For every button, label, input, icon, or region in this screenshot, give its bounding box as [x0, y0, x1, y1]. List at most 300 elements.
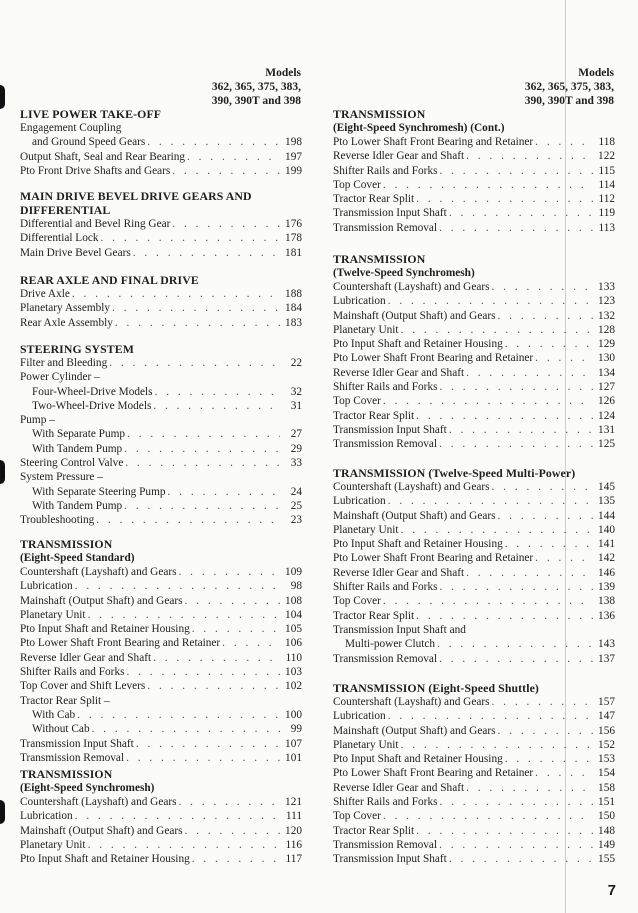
- toc-entry-page: 145: [598, 481, 615, 493]
- toc-entry-label: Tractor Rear Split: [333, 409, 415, 422]
- dot-leader: [94, 513, 280, 527]
- toc-entry-label: Reverse Idler Gear and Shaft: [333, 781, 465, 794]
- toc-entry[interactable]: [333, 537, 615, 551]
- dot-leader: [399, 323, 593, 337]
- toc-entry[interactable]: [20, 708, 302, 722]
- toc-entry-label: Lubrication: [333, 295, 386, 308]
- toc-entry-page: 118: [598, 136, 615, 148]
- dot-leader: [170, 164, 280, 178]
- toc-entry-label: Main Drive Bevel Gears: [20, 246, 131, 259]
- toc-entry-page: 148: [598, 824, 615, 837]
- toc-entry-label: Mainshaft (Output Shaft) and Gears: [20, 824, 183, 837]
- toc-entry[interactable]: [333, 523, 615, 537]
- toc-entry-label: Pto Lower Shaft Front Bearing and Retainer: [333, 767, 534, 780]
- section-heading: REAR AXLE AND FINAL DRIVE: [20, 273, 199, 287]
- toc-entry-page: 124: [598, 409, 615, 422]
- dot-leader: [125, 427, 280, 441]
- toc-entry-label: Lubrication: [333, 710, 386, 723]
- toc-entry[interactable]: [333, 394, 615, 408]
- toc-entry-page: 22: [290, 357, 302, 369]
- toc-entry[interactable]: [20, 679, 302, 693]
- toc-entry-label: Top Cover: [333, 178, 381, 191]
- dot-leader: [464, 566, 593, 580]
- toc-entry-page: 142: [598, 552, 615, 565]
- dot-leader: [73, 809, 280, 823]
- toc-entry[interactable]: [20, 622, 302, 636]
- toc-entry-page: 120: [285, 824, 302, 837]
- toc-entry-label: System Pressure –: [20, 471, 103, 484]
- toc-section: [20, 767, 302, 866]
- binding-mark-middle: [0, 460, 5, 484]
- dot-leader: [185, 150, 280, 164]
- section-heading: TRANSMISSION (Twelve-Speed Multi-Power): [333, 466, 576, 480]
- toc-entry-page: 136: [598, 609, 615, 622]
- section-heading: LIVE POWER TAKE-OFF: [20, 107, 162, 121]
- toc-entry-label: Transmission Removal: [333, 838, 438, 851]
- dot-leader: [183, 824, 280, 838]
- toc-entry[interactable]: [20, 316, 302, 330]
- toc-entry-label: Shifter Rails and Forks: [333, 164, 438, 177]
- toc-section: [20, 537, 302, 765]
- toc-entry-page: 125: [598, 438, 615, 451]
- page-number: 7: [607, 882, 616, 899]
- toc-entry[interactable]: [333, 192, 615, 206]
- dot-leader: [177, 795, 280, 809]
- models-header-right: [525, 66, 614, 108]
- toc-entry[interactable]: [333, 423, 615, 437]
- dot-leader: [464, 781, 593, 795]
- dot-leader: [414, 192, 593, 206]
- toc-entry-page: 147: [598, 710, 615, 723]
- toc-entry[interactable]: [20, 164, 302, 178]
- dot-leader: [86, 608, 280, 622]
- binding-mark-bottom: [0, 800, 5, 824]
- toc-entry-label: Mainshaft (Output Shaft) and Gears: [20, 594, 183, 607]
- toc-entry-page: 104: [285, 608, 302, 621]
- toc-entry-label: Pto Input Shaft and Retainer Housing: [333, 338, 503, 351]
- toc-entry[interactable]: [333, 623, 615, 637]
- toc-entry[interactable]: [20, 838, 302, 852]
- toc-entry-label: Troubleshooting: [20, 514, 95, 527]
- toc-entry-page: 135: [598, 495, 615, 508]
- toc-entry[interactable]: [20, 852, 302, 866]
- toc-entry[interactable]: [333, 366, 615, 380]
- toc-entry-label: Countershaft (Layshaft) and Gears: [333, 481, 490, 493]
- toc-entry-page: 127: [598, 381, 615, 394]
- toc-entry[interactable]: [20, 150, 302, 164]
- toc-entry[interactable]: [333, 824, 615, 838]
- section-subheading: (Eight-Speed Synchromesh) (Cont.): [333, 122, 505, 134]
- toc-entry[interactable]: [333, 594, 615, 608]
- section-subheading: (Eight-Speed Standard): [20, 552, 135, 564]
- toc-entry[interactable]: [20, 246, 302, 260]
- toc-entry-label: Transmission Input Shaft: [333, 853, 447, 866]
- toc-entry-label: Planetary Unit: [20, 608, 86, 621]
- toc-entry-label: Shifter Rails and Forks: [333, 581, 438, 594]
- toc-entry-label: Pto Lower Shaft Front Bearing and Retainer: [333, 136, 534, 148]
- toc-entry-label: Transmission Removal: [333, 438, 438, 451]
- toc-entry-label: Planetary Assembly: [20, 302, 111, 315]
- dot-leader: [110, 301, 280, 315]
- dot-leader: [437, 221, 593, 235]
- toc-entry[interactable]: [20, 608, 302, 622]
- toc-entry[interactable]: [333, 652, 615, 666]
- toc-entry-page: 109: [285, 566, 302, 578]
- toc-entry-page: 150: [598, 810, 615, 823]
- dot-leader: [399, 738, 593, 752]
- toc-entry-page: 199: [285, 164, 302, 177]
- dot-leader: [490, 695, 593, 709]
- toc-entry[interactable]: [333, 178, 615, 192]
- toc-entry-label: Tractor Rear Split: [333, 609, 415, 622]
- toc-entry-label: Lubrication: [20, 580, 73, 593]
- toc-entry-label: With Separate Steering Pump: [32, 485, 166, 498]
- toc-entry-label: Steering Control Valve: [20, 457, 124, 470]
- toc-entry[interactable]: [20, 665, 302, 679]
- toc-entry-label: Planetary Unit: [333, 738, 399, 751]
- toc-entry-label: Pump –: [20, 414, 55, 427]
- toc-entry[interactable]: [333, 795, 615, 809]
- dot-leader: [99, 231, 280, 245]
- toc-entry-label: and Ground Speed Gears: [32, 136, 146, 149]
- toc-entry[interactable]: [333, 437, 615, 451]
- toc-entry-page: 99: [290, 723, 302, 736]
- toc-entry-label: Top Cover: [333, 810, 381, 823]
- toc-entry[interactable]: [20, 651, 302, 665]
- dot-leader: [447, 423, 593, 437]
- toc-entry-page: 128: [598, 323, 615, 336]
- toc-entry-page: 31: [290, 399, 302, 412]
- toc-entry[interactable]: [20, 356, 302, 370]
- toc-entry[interactable]: [20, 301, 302, 315]
- toc-entry[interactable]: [20, 385, 302, 399]
- toc-entry-page: 98: [290, 580, 302, 593]
- toc-entry[interactable]: [20, 370, 302, 384]
- dot-leader: [438, 164, 594, 178]
- toc-entry-page: 27: [290, 428, 302, 441]
- toc-entry-page: 158: [598, 781, 615, 794]
- dot-leader: [73, 579, 280, 593]
- toc-entry[interactable]: [333, 738, 615, 752]
- toc-entry[interactable]: [333, 509, 615, 523]
- toc-entry-page: 155: [598, 853, 615, 866]
- dot-leader: [533, 135, 593, 149]
- toc-entry-label: Planetary Unit: [333, 523, 399, 536]
- toc-entry-page: 138: [598, 595, 615, 608]
- toc-entry-page: 112: [598, 193, 615, 206]
- toc-entry[interactable]: [333, 351, 615, 365]
- toc-entry-label: Pto Lower Shaft Front Bearing and Retainer: [333, 352, 534, 365]
- dot-leader: [124, 751, 280, 765]
- dot-leader: [503, 752, 593, 766]
- dot-leader: [503, 537, 593, 551]
- toc-entry-label: Transmission Removal: [333, 221, 438, 234]
- toc-entry-page: 139: [598, 581, 615, 594]
- toc-entry-label: Transmission Input Shaft: [333, 207, 447, 220]
- toc-entry-label: Top Cover and Shift Levers: [20, 680, 146, 693]
- toc-entry-page: 176: [285, 218, 302, 230]
- models-list-line2: 390, 390T and 398: [524, 95, 614, 107]
- toc-entry-page: 106: [285, 637, 302, 650]
- toc-entry-label: Rear Axle Assembly: [20, 316, 113, 329]
- toc-entry[interactable]: [20, 413, 302, 427]
- toc-entry-label: Transmission Input Shaft: [333, 423, 447, 436]
- toc-entry-page: 113: [598, 221, 615, 234]
- toc-entry[interactable]: [333, 337, 615, 351]
- models-list-line1: 362, 365, 375, 383,: [524, 81, 614, 93]
- dot-leader: [122, 499, 280, 513]
- toc-entry-label: Top Cover: [333, 595, 381, 608]
- toc-entry[interactable]: [20, 121, 302, 135]
- toc-entry-page: 115: [598, 164, 615, 177]
- toc-entry-page: 123: [598, 295, 615, 308]
- toc-entry[interactable]: [20, 217, 302, 231]
- toc-entry[interactable]: [333, 852, 615, 866]
- dot-leader: [496, 309, 593, 323]
- toc-entry[interactable]: [20, 287, 302, 301]
- dot-leader: [381, 809, 593, 823]
- toc-entry-label: Pto Front Drive Shafts and Gears: [20, 164, 171, 177]
- toc-entry[interactable]: [20, 737, 302, 751]
- dot-leader: [153, 385, 280, 399]
- dot-leader: [75, 708, 280, 722]
- dot-leader: [86, 838, 280, 852]
- toc-entry[interactable]: [20, 751, 302, 765]
- dot-leader: [399, 523, 593, 537]
- toc-entry[interactable]: [333, 294, 615, 308]
- dot-leader: [220, 636, 280, 650]
- toc-entry[interactable]: [333, 380, 615, 394]
- toc-entry-label: Lubrication: [20, 810, 73, 823]
- toc-entry-label: Pto Input Shaft and Retainer Housing: [333, 753, 503, 766]
- toc-entry-page: 153: [598, 753, 615, 766]
- toc-entry-label: Mainshaft (Output Shaft) and Gears: [333, 509, 496, 522]
- toc-entry[interactable]: [333, 580, 615, 594]
- models-list-line1: 362, 365, 375, 383,: [211, 81, 301, 93]
- dot-leader: [437, 838, 593, 852]
- dot-leader: [386, 494, 593, 508]
- toc-entry-label: Countershaft (Layshaft) and Gears: [20, 566, 177, 578]
- toc-entry[interactable]: [333, 164, 615, 178]
- toc-entry-label: Transmission Input Shaft and: [333, 623, 466, 636]
- toc-entry[interactable]: [20, 594, 302, 608]
- toc-entry[interactable]: [333, 781, 615, 795]
- binding-mark-top: [0, 85, 5, 109]
- toc-entry[interactable]: [333, 709, 615, 723]
- toc-entry-label: Lubrication: [333, 495, 386, 508]
- toc-entry-page: 152: [598, 738, 615, 751]
- toc-entry[interactable]: [20, 231, 302, 245]
- toc-entry-page: 121: [285, 796, 302, 808]
- toc-entry[interactable]: [333, 149, 615, 163]
- toc-entry[interactable]: [333, 752, 615, 766]
- toc-entry-page: 146: [598, 566, 615, 579]
- toc-entry-page: 151: [598, 796, 615, 809]
- toc-entry[interactable]: [333, 494, 615, 508]
- toc-entry-label: Pto Lower Shaft Front Bearing and Retainer: [20, 637, 221, 650]
- toc-entry[interactable]: [333, 551, 615, 565]
- models-header-left: [212, 66, 301, 108]
- dot-leader: [145, 135, 280, 149]
- toc-entry[interactable]: [20, 809, 302, 823]
- toc-entry[interactable]: [333, 838, 615, 852]
- toc-entry-page: 183: [285, 316, 302, 329]
- toc-entry[interactable]: [20, 456, 302, 470]
- toc-entry[interactable]: [20, 485, 302, 499]
- toc-entry[interactable]: [20, 499, 302, 513]
- toc-entry-label: Two-Wheel-Drive Models: [32, 399, 152, 412]
- models-title: Models: [578, 67, 614, 79]
- toc-entry-label: Reverse Idler Gear and Shaft: [333, 566, 465, 579]
- toc-section: [20, 342, 302, 528]
- toc-entry-page: 129: [598, 338, 615, 351]
- toc-entry-page: 154: [598, 767, 615, 780]
- toc-entry[interactable]: [333, 409, 615, 423]
- dot-leader: [177, 565, 280, 579]
- toc-entry[interactable]: [333, 309, 615, 323]
- toc-entry-label: Shifter Rails and Forks: [20, 666, 125, 679]
- dot-leader: [107, 356, 280, 370]
- dot-leader: [496, 724, 593, 738]
- dot-leader: [464, 149, 593, 163]
- toc-entry[interactable]: [333, 809, 615, 823]
- toc-entry-label: With Cab: [32, 708, 76, 721]
- section-heading: TRANSMISSION: [20, 537, 113, 551]
- toc-entry-page: 149: [598, 838, 615, 851]
- toc-entry[interactable]: [20, 399, 302, 413]
- toc-entry[interactable]: [333, 609, 615, 623]
- toc-entry-label: Countershaft (Layshaft) and Gears: [333, 696, 490, 708]
- toc-entry[interactable]: [333, 480, 615, 494]
- toc-section: [20, 273, 302, 330]
- toc-entry[interactable]: [20, 427, 302, 441]
- dot-leader: [90, 722, 280, 736]
- dot-leader: [447, 852, 593, 866]
- toc-entry-label: Pto Input Shaft and Retainer Housing: [20, 853, 190, 866]
- toc-entry-label: Mainshaft (Output Shaft) and Gears: [333, 309, 496, 322]
- toc-entry[interactable]: [333, 637, 615, 651]
- toc-entry-page: 122: [598, 150, 615, 163]
- toc-entry[interactable]: [333, 135, 615, 149]
- toc-entry-label: Shifter Rails and Forks: [333, 796, 438, 809]
- toc-entry[interactable]: [333, 323, 615, 337]
- toc-entry-page: 130: [598, 352, 615, 365]
- dot-leader: [151, 651, 280, 665]
- dot-leader: [533, 766, 593, 780]
- toc-entry[interactable]: [333, 221, 615, 235]
- toc-section: [333, 681, 615, 867]
- toc-section: [333, 107, 615, 235]
- toc-entry[interactable]: [20, 795, 302, 809]
- toc-entry[interactable]: [20, 824, 302, 838]
- toc-entry[interactable]: [333, 206, 615, 220]
- dot-leader: [490, 480, 593, 494]
- toc-entry-page: 197: [285, 150, 302, 163]
- models-title: Models: [265, 67, 301, 79]
- toc-entry-label: Pto Input Shaft and Retainer Housing: [333, 538, 503, 551]
- toc-entry-page: 143: [598, 638, 615, 651]
- toc-entry-page: 107: [285, 737, 302, 750]
- dot-leader: [435, 637, 593, 651]
- toc-entry[interactable]: [20, 636, 302, 650]
- dot-leader: [447, 206, 593, 220]
- toc-entry-page: 140: [598, 523, 615, 536]
- toc-entry-page: 111: [285, 810, 302, 823]
- toc-entry-page: 108: [285, 594, 302, 607]
- toc-entry[interactable]: [20, 513, 302, 527]
- toc-entry-page: 119: [598, 207, 615, 220]
- toc-entry[interactable]: [333, 566, 615, 580]
- toc-entry-page: 114: [598, 178, 615, 191]
- dot-leader: [490, 280, 593, 294]
- dot-leader: [414, 409, 593, 423]
- dot-leader: [533, 351, 593, 365]
- toc-entry[interactable]: [333, 695, 615, 709]
- toc-entry-page: 126: [598, 395, 615, 408]
- toc-entry-page: 134: [598, 366, 615, 379]
- toc-entry[interactable]: [20, 470, 302, 484]
- dot-leader: [70, 287, 280, 301]
- toc-entry-page: 141: [598, 538, 615, 551]
- toc-entry-page: 144: [598, 509, 615, 522]
- toc-entry-label: Mainshaft (Output Shaft) and Gears: [333, 724, 496, 737]
- toc-entry-label: With Separate Pump: [32, 428, 126, 441]
- toc-entry-label: Planetary Unit: [20, 838, 86, 851]
- toc-entry-label: Reverse Idler Gear and Shaft: [333, 150, 465, 163]
- toc-entry[interactable]: [20, 722, 302, 736]
- toc-entry-label: Engagement Coupling: [20, 122, 122, 134]
- toc-entry[interactable]: [333, 280, 615, 294]
- toc-entry-label: Multi-power Clutch: [345, 638, 436, 651]
- toc-entry-label: Top Cover: [333, 395, 381, 408]
- models-list-line2: 390, 390T and 398: [211, 95, 301, 107]
- dot-leader: [113, 316, 280, 330]
- toc-entry[interactable]: [20, 565, 302, 579]
- toc-entry[interactable]: [333, 766, 615, 780]
- dot-leader: [437, 652, 593, 666]
- toc-entry-page: 105: [285, 623, 302, 636]
- toc-entry-page: 116: [285, 838, 302, 851]
- toc-entry-label: Shifter Rails and Forks: [333, 381, 438, 394]
- dot-leader: [170, 217, 280, 231]
- toc-entry[interactable]: [20, 694, 302, 708]
- toc-entry-label: Filter and Bleeding: [20, 357, 108, 369]
- toc-entry-label: With Tandem Pump: [32, 442, 123, 455]
- dot-leader: [503, 337, 593, 351]
- dot-leader: [414, 609, 593, 623]
- toc-section: [333, 466, 615, 666]
- dot-leader: [145, 679, 280, 693]
- toc-entry[interactable]: [20, 442, 302, 456]
- section-heading: TRANSMISSION: [333, 252, 426, 266]
- section-subheading: (Eight-Speed Synchromesh): [20, 782, 155, 794]
- toc-entry-label: Planetary Unit: [333, 323, 399, 336]
- toc-entry-label: Reverse Idler Gear and Shaft: [20, 651, 152, 664]
- toc-entry[interactable]: [333, 724, 615, 738]
- dot-leader: [131, 246, 280, 260]
- toc-entry[interactable]: [20, 135, 302, 149]
- dot-leader: [438, 795, 594, 809]
- toc-entry-label: Transmission Input Shaft: [20, 737, 134, 750]
- section-subheading: (Twelve-Speed Synchromesh): [333, 267, 475, 279]
- toc-entry-page: 24: [290, 485, 302, 498]
- toc-entry-label: Transmission Removal: [20, 751, 125, 764]
- toc-entry-label: Transmission Removal: [333, 652, 438, 665]
- dot-leader: [437, 437, 593, 451]
- toc-entry[interactable]: [20, 579, 302, 593]
- dot-leader: [533, 551, 593, 565]
- dot-leader: [438, 580, 594, 594]
